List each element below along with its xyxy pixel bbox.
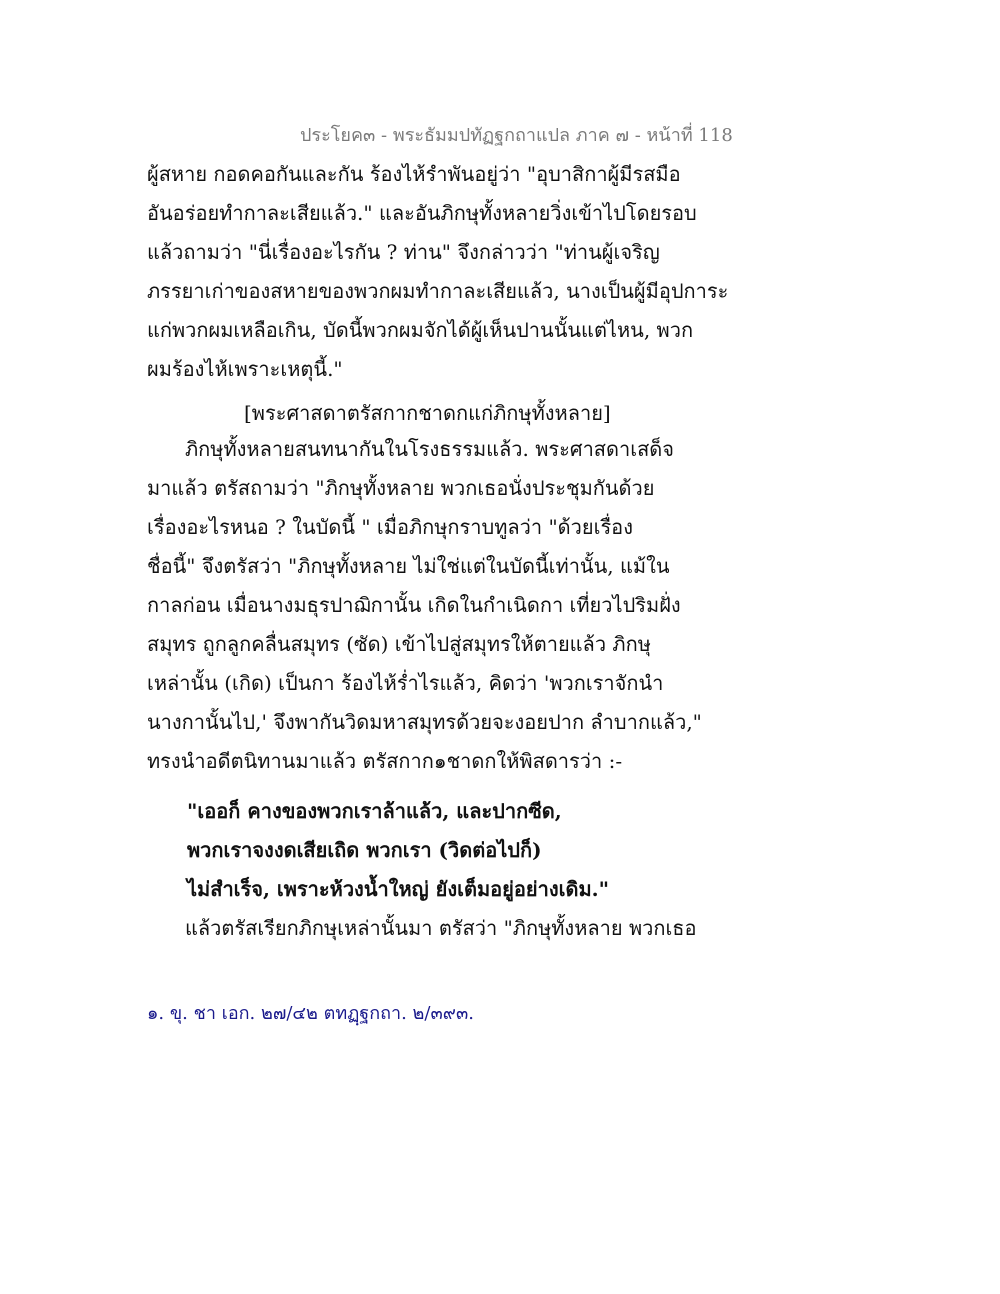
footnote: ๑. ขุ. ชา เอก. ๒๗/๔๒ ตทฏฺฐกถา. ๒/๓๙๓.	[147, 1003, 475, 1024]
verse-line: "เออก็ คางของพวกเราล้าแล้ว, และปากซีด,	[187, 799, 562, 823]
text-line: มาแล้ว ตรัสถามว่า "ภิกษุทั้งหลาย พวกเธอนั่งประชุมกันด้วย	[147, 476, 655, 500]
text-line: ผมร้องไห้เพราะเหตุนี้."	[147, 357, 343, 381]
text-line: ภิกษุทั้งหลายสนทนากันในโรงธรรมแล้ว. พระศาสดาเสด็จ	[185, 437, 674, 461]
verse-line: ไม่สำเร็จ, เพราะห้วงน้ำใหญ่ ยังเต็มอยู่อย่างเดิม."	[187, 877, 610, 901]
running-header: ประโยค๓ - พระธัมมปทัฏฐกถาแปล ภาค ๗ - หน้าที่ 118	[300, 125, 733, 146]
text-line: ชื่อนี้" จึงตรัสว่า "ภิกษุทั้งหลาย ไม่ใช่แต่ในบัดนี้เท่านั้น, แม้ใน	[147, 554, 670, 578]
text-line: กาลก่อน เมื่อนางมธุรปาฌิกานั้น เกิดในกำเนิดกา เที่ยวไปริมฝั่ง	[147, 593, 681, 617]
text-line: แล้วตรัสเรียกภิกษุเหล่านั้นมา ตรัสว่า "ภิกษุทั้งหลาย พวกเธอ	[185, 916, 697, 940]
text-line: ทรงนำอดีตนิทานมาแล้ว ตรัสกาก๑ชาดกให้พิสดารว่า :-	[147, 749, 623, 773]
text-line: แก่พวกผมเหลือเกิน, บัดนี้พวกผมจักได้ผู้เห็นปานนั้นแต่ไหน, พวก	[147, 318, 694, 342]
text-line: ภรรยาเก่าของสหายของพวกผมทำกาละเสียแล้ว, นางเป็นผู้มีอุปการะ	[147, 279, 729, 303]
text-line: สมุทร ถูกลูกคลื่นสมุทร (ซัด) เข้าไปสู่สมุทรให้ตายแล้ว ภิกษุ	[147, 632, 651, 656]
text-line: แล้วถามว่า "นี่เรื่องอะไรกัน ? ท่าน" จึงกล่าวว่า "ท่านผู้เจริญ	[147, 240, 660, 264]
text-line: อันอร่อยทำกาละเสียแล้ว." และอันภิกษุทั้งหลายวิ่งเข้าไปโดยรอบ	[147, 201, 697, 225]
verse-line: พวกเราจงงดเสียเถิด พวกเรา (วิดต่อไปก็)	[187, 838, 542, 862]
text-line: ผู้สหาย กอดคอกันและกัน ร้องไห้รำพันอยู่ว่า "อุบาสิกาผู้มีรสมือ	[147, 162, 681, 186]
section-heading: [พระศาสดาตรัสกากชาดกแก่ภิกษุทั้งหลาย]	[244, 401, 611, 425]
text-line: เรื่องอะไรหนอ ? ในบัดนี้ " เมื่อภิกษุกราบทูลว่า "ด้วยเรื่อง	[147, 515, 633, 539]
text-line: นางกานั้นไป,' จึงพากันวิดมหาสมุทรด้วยจะงอยปาก ลำบากแล้ว,"	[147, 710, 702, 734]
text-line: เหล่านั้น (เกิด) เป็นกา ร้องไห้ร่ำไรแล้ว, คิดว่า 'พวกเราจักนำ	[147, 671, 664, 695]
